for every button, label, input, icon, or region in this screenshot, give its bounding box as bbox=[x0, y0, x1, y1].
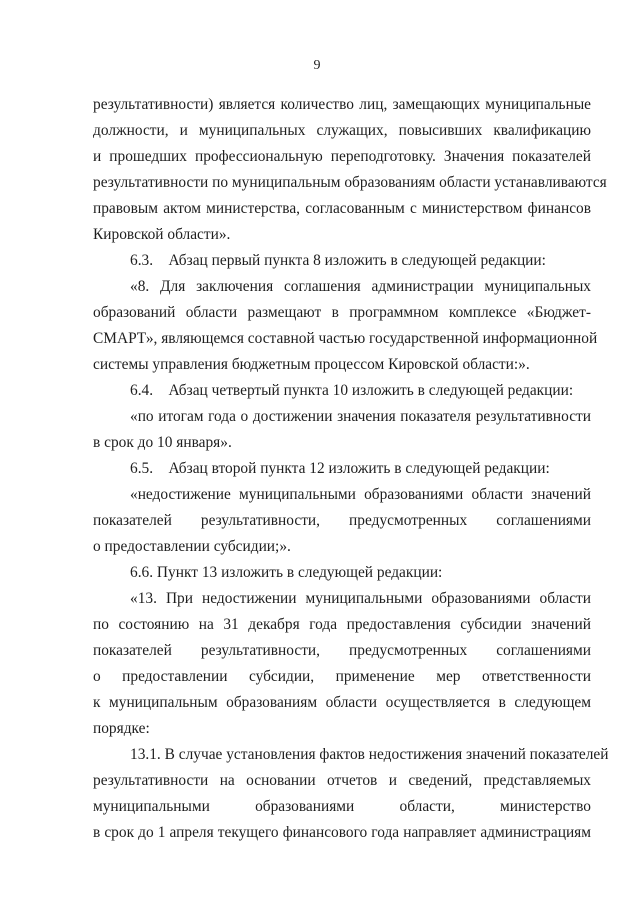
text-line: 13.1. В случае установления фактов недостижения значений показателей bbox=[130, 746, 609, 763]
text-line: правовым актом министерства, согласованным с министерством финансов bbox=[93, 200, 591, 217]
text-line: «13. При недостижении муниципальными образованиями области bbox=[130, 590, 591, 607]
text-line: СМАРТ», являющемся составной частью государственной информационной bbox=[93, 330, 598, 347]
text-line: о предоставлении субсидии;». bbox=[93, 538, 291, 555]
text-line: порядке: bbox=[93, 720, 150, 737]
text-line: показателей результативности, предусмотренных соглашениями bbox=[93, 642, 591, 659]
text-line: 6.6. Пункт 13 изложить в следующей редакции: bbox=[130, 564, 443, 581]
text-line: о предоставлении субсидии, применение мер ответственности bbox=[93, 668, 591, 685]
text-line: результативности по муниципальным образованиям области устанавливаются bbox=[93, 174, 607, 191]
text-line: 6.5. Абзац второй пункта 12 изложить в следующей редакции: bbox=[130, 460, 550, 477]
text-line: муниципальными образованиями области, министерство bbox=[93, 798, 591, 815]
text-line: образований области размещают в программном комплексе «Бюджет- bbox=[93, 304, 591, 321]
text-line: «8. Для заключения соглашения администрации муниципальных bbox=[130, 278, 591, 295]
text-line: Кировской области». bbox=[93, 226, 231, 243]
text-line: системы управления бюджетным процессом Кировской области:». bbox=[93, 356, 530, 373]
text-line: показателей результативности, предусмотренных соглашениями bbox=[93, 512, 591, 529]
text-line: 6.3. Абзац первый пункта 8 изложить в следующей редакции: bbox=[130, 252, 546, 269]
text-line: результативности) является количество лиц, замещающих муниципальные bbox=[93, 96, 591, 113]
text-line: в срок до 1 апреля текущего финансового года направляет администрациям bbox=[93, 824, 591, 841]
text-line: 6.4. Абзац четвертый пункта 10 изложить в следующей редакции: bbox=[130, 382, 574, 399]
text-line: должности, и муниципальных служащих, повысивших квалификацию bbox=[93, 122, 591, 139]
text-line: и прошедших профессиональную переподготовку. Значения показателей bbox=[93, 148, 591, 165]
text-line: по состоянию на 31 декабря года предоставления субсидии значений bbox=[93, 616, 591, 633]
text-line: в срок до 10 января». bbox=[93, 434, 232, 451]
text-line: «по итогам года о достижении значения показателя результативности bbox=[130, 408, 591, 425]
text-line: к муниципальным образованиям области осуществляется в следующем bbox=[93, 694, 591, 711]
page-number: 9 bbox=[313, 58, 321, 73]
text-line: «недостижение муниципальными образованиями области значений bbox=[130, 486, 591, 503]
text-line: результативности на основании отчетов и сведений, представляемых bbox=[93, 772, 591, 789]
